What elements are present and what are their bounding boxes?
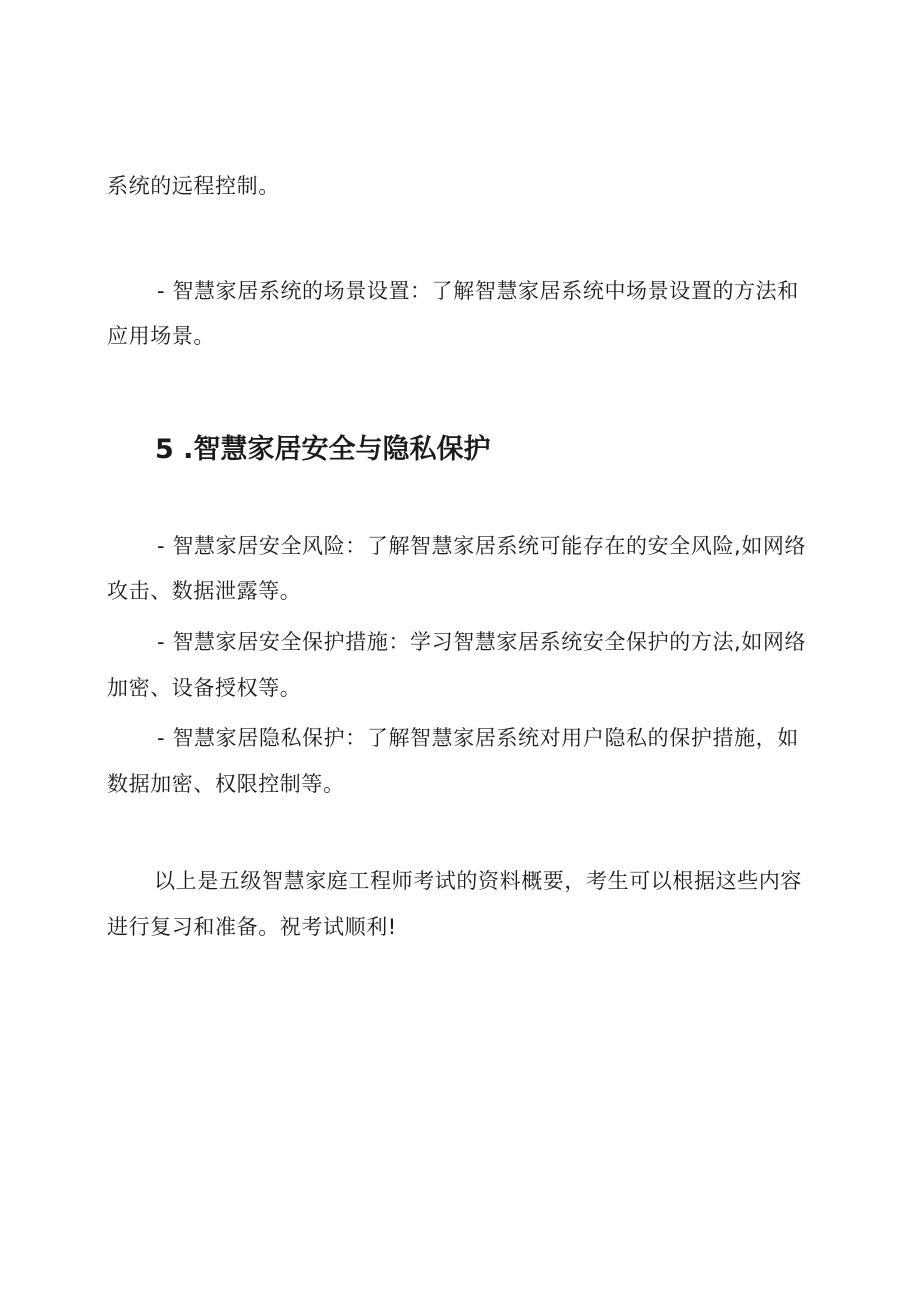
- paragraph-line: 加密、设备授权等。: [107, 676, 302, 700]
- paragraph-line: 攻击、数据泄露等。: [107, 579, 302, 603]
- list-item-security-risk: - 智慧家居安全风险：了解智慧家居系统可能存在的安全风险,如网络: [157, 534, 807, 558]
- summary-paragraph: 以上是五级智慧家庭工程师考试的资料概要，考生可以根据这些内容: [154, 869, 802, 893]
- list-item-scene-settings: - 智慧家居系统的场景设置：了解智慧家居系统中场景设置的方法和: [157, 279, 799, 303]
- paragraph-line: 系统的远程控制。: [107, 174, 280, 198]
- paragraph-line: 数据加密、权限控制等。: [107, 772, 345, 796]
- list-item-privacy-protection: - 智慧家居隐私保护：了解智慧家居系统对用户隐私的保护措施，如: [157, 726, 799, 750]
- paragraph-line: 应用场景。: [107, 324, 215, 348]
- paragraph-line: 进行复习和准备。祝考试顺利!: [107, 915, 397, 939]
- section-heading: 5 .智慧家居安全与隐私保护: [155, 434, 491, 465]
- list-item-security-measures: - 智慧家居安全保护措施：学习智慧家居系统安全保护的方法,如网络: [157, 630, 807, 654]
